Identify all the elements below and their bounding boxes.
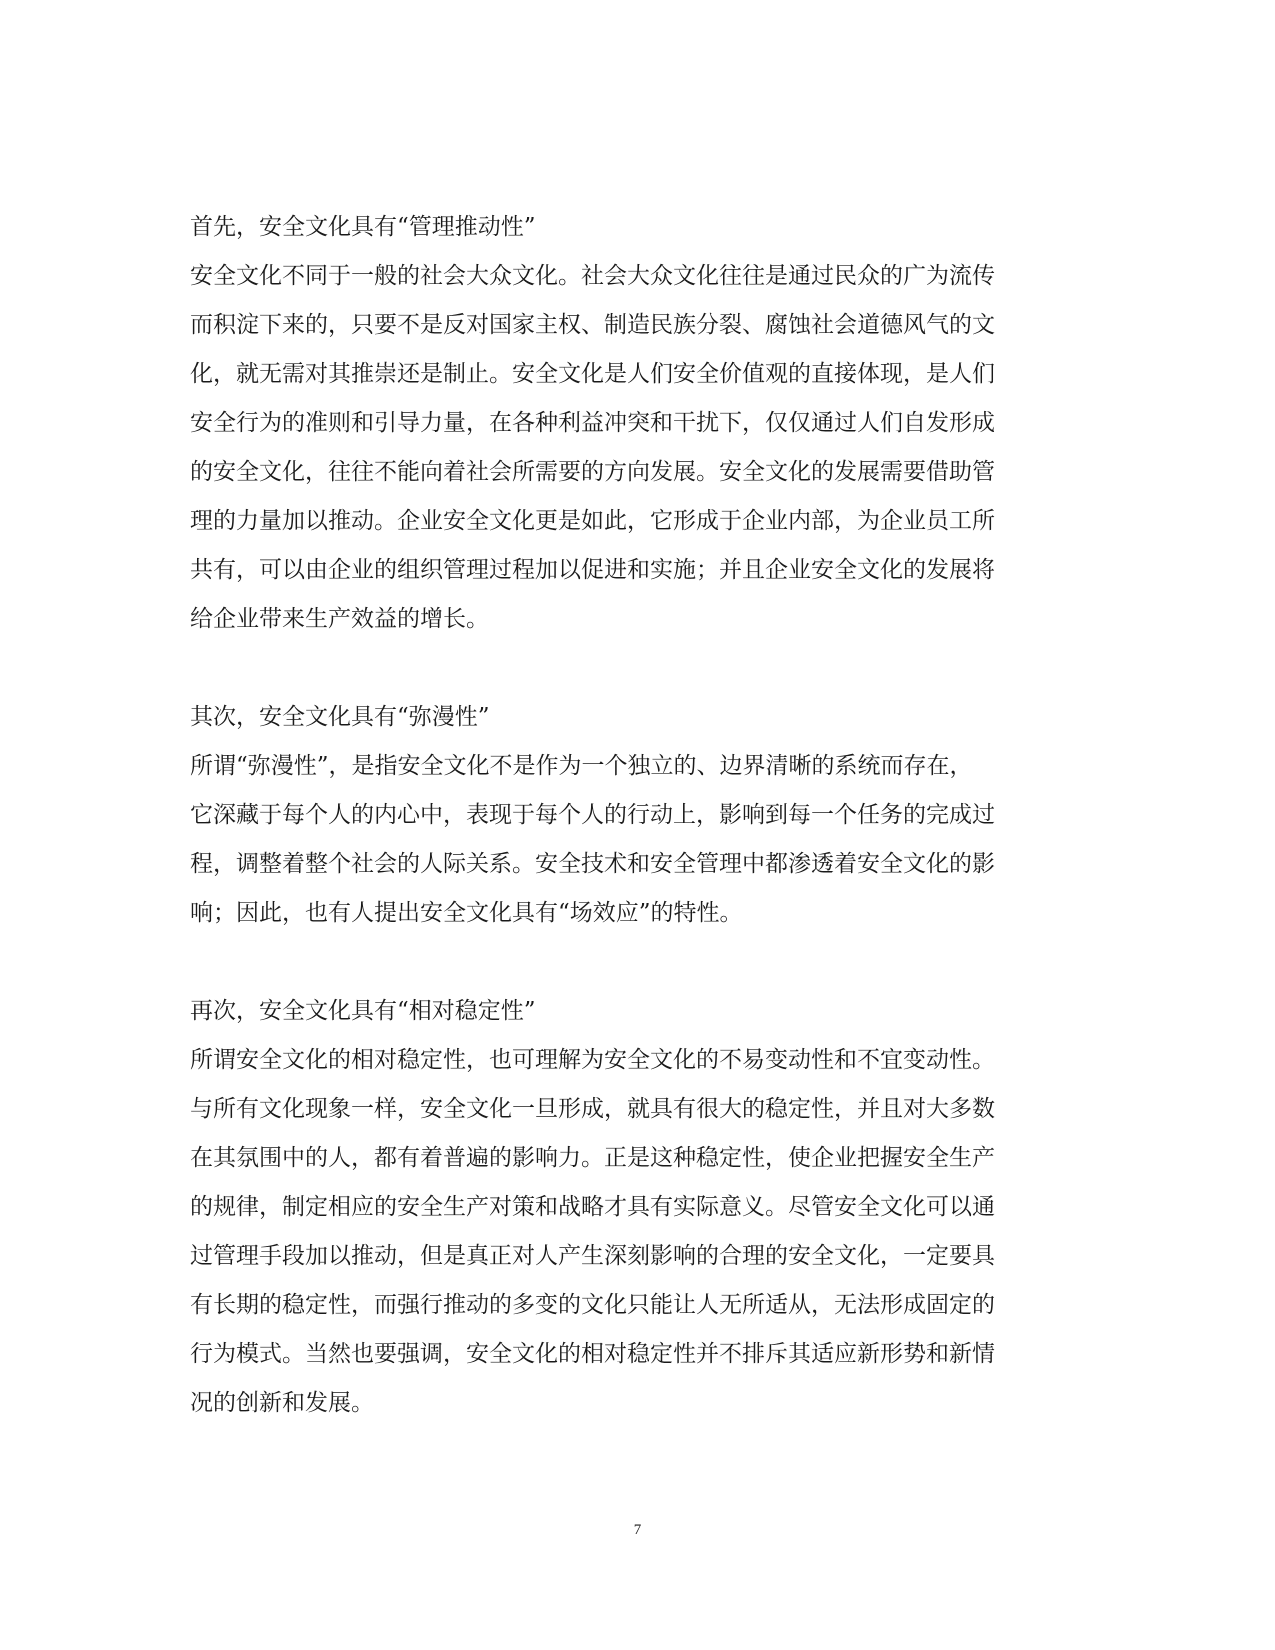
paragraph-line: 而积淀下来的，只要不是反对国家主权、制造民族分裂、腐蚀社会道德风气的文 (190, 312, 995, 338)
paragraph-line: 的安全文化，往往不能向着社会所需要的方向发展。安全文化的发展需要借助管 (190, 459, 995, 485)
section-heading: 首先，安全文化具有“管理推动性” (190, 214, 536, 240)
document-body (190, 203, 1070, 1477)
paragraph-line: 共有，可以由企业的组织管理过程加以促进和实施；并且企业安全文化的发展将 (190, 557, 995, 583)
section-paragraph (190, 1036, 1070, 1428)
section-management-driven (190, 203, 1070, 644)
paragraph-line: 给企业带来生产效益的增长。 (190, 606, 489, 632)
section-paragraph (190, 252, 1070, 644)
paragraph-line: 程，调整着整个社会的人际关系。安全技术和安全管理中都渗透着安全文化的影 (190, 851, 995, 877)
paragraph-line: 响；因此，也有人提出安全文化具有“场效应”的特性。 (190, 900, 743, 926)
paragraph-line: 过管理手段加以推动，但是真正对人产生深刻影响的合理的安全文化，一定要具 (190, 1243, 995, 1269)
paragraph-line: 它深藏于每个人的内心中，表现于每个人的行动上，影响到每一个任务的完成过 (190, 802, 995, 828)
paragraph-line: 在其氛围中的人，都有着普遍的影响力。正是这种稳定性，使企业把握安全生产 (190, 1145, 995, 1171)
section-relative-stability (190, 987, 1070, 1428)
paragraph-line: 安全行为的准则和引导力量，在各种利益冲突和干扰下，仅仅通过人们自发形成 (190, 410, 995, 436)
paragraph-line: 理的力量加以推动。企业安全文化更是如此，它形成于企业内部，为企业员工所 (190, 508, 995, 534)
paragraph-line: 安全文化不同于一般的社会大众文化。社会大众文化往往是通过民众的广为流传 (190, 263, 995, 289)
paragraph-line: 况的创新和发展。 (190, 1390, 374, 1416)
paragraph-line: 的规律，制定相应的安全生产对策和战略才具有实际意义。尽管安全文化可以通 (190, 1194, 995, 1220)
paragraph-line: 行为模式。当然也要强调，安全文化的相对稳定性并不排斥其适应新形势和新情 (190, 1341, 995, 1367)
section-heading: 再次，安全文化具有“相对稳定性” (190, 998, 536, 1024)
paragraph-line: 与所有文化现象一样，安全文化一旦形成，就具有很大的稳定性，并且对大多数 (190, 1096, 995, 1122)
paragraph-line: 化，就无需对其推崇还是制止。安全文化是人们安全价值观的直接体现，是人们 (190, 361, 995, 387)
page-number: 7 (633, 1522, 642, 1538)
paragraph-line: 所谓“弥漫性”，是指安全文化不是作为一个独立的、边界清晰的系统而存在， (190, 753, 973, 779)
section-paragraph (190, 742, 1070, 938)
section-pervasiveness (190, 693, 1070, 938)
paragraph-line: 有长期的稳定性，而强行推动的多变的文化只能让人无所适从，无法形成固定的 (190, 1292, 995, 1318)
paragraph-line: 所谓安全文化的相对稳定性，也可理解为安全文化的不易变动性和不宜变动性。 (190, 1047, 995, 1073)
section-heading: 其次，安全文化具有“弥漫性” (190, 704, 490, 730)
